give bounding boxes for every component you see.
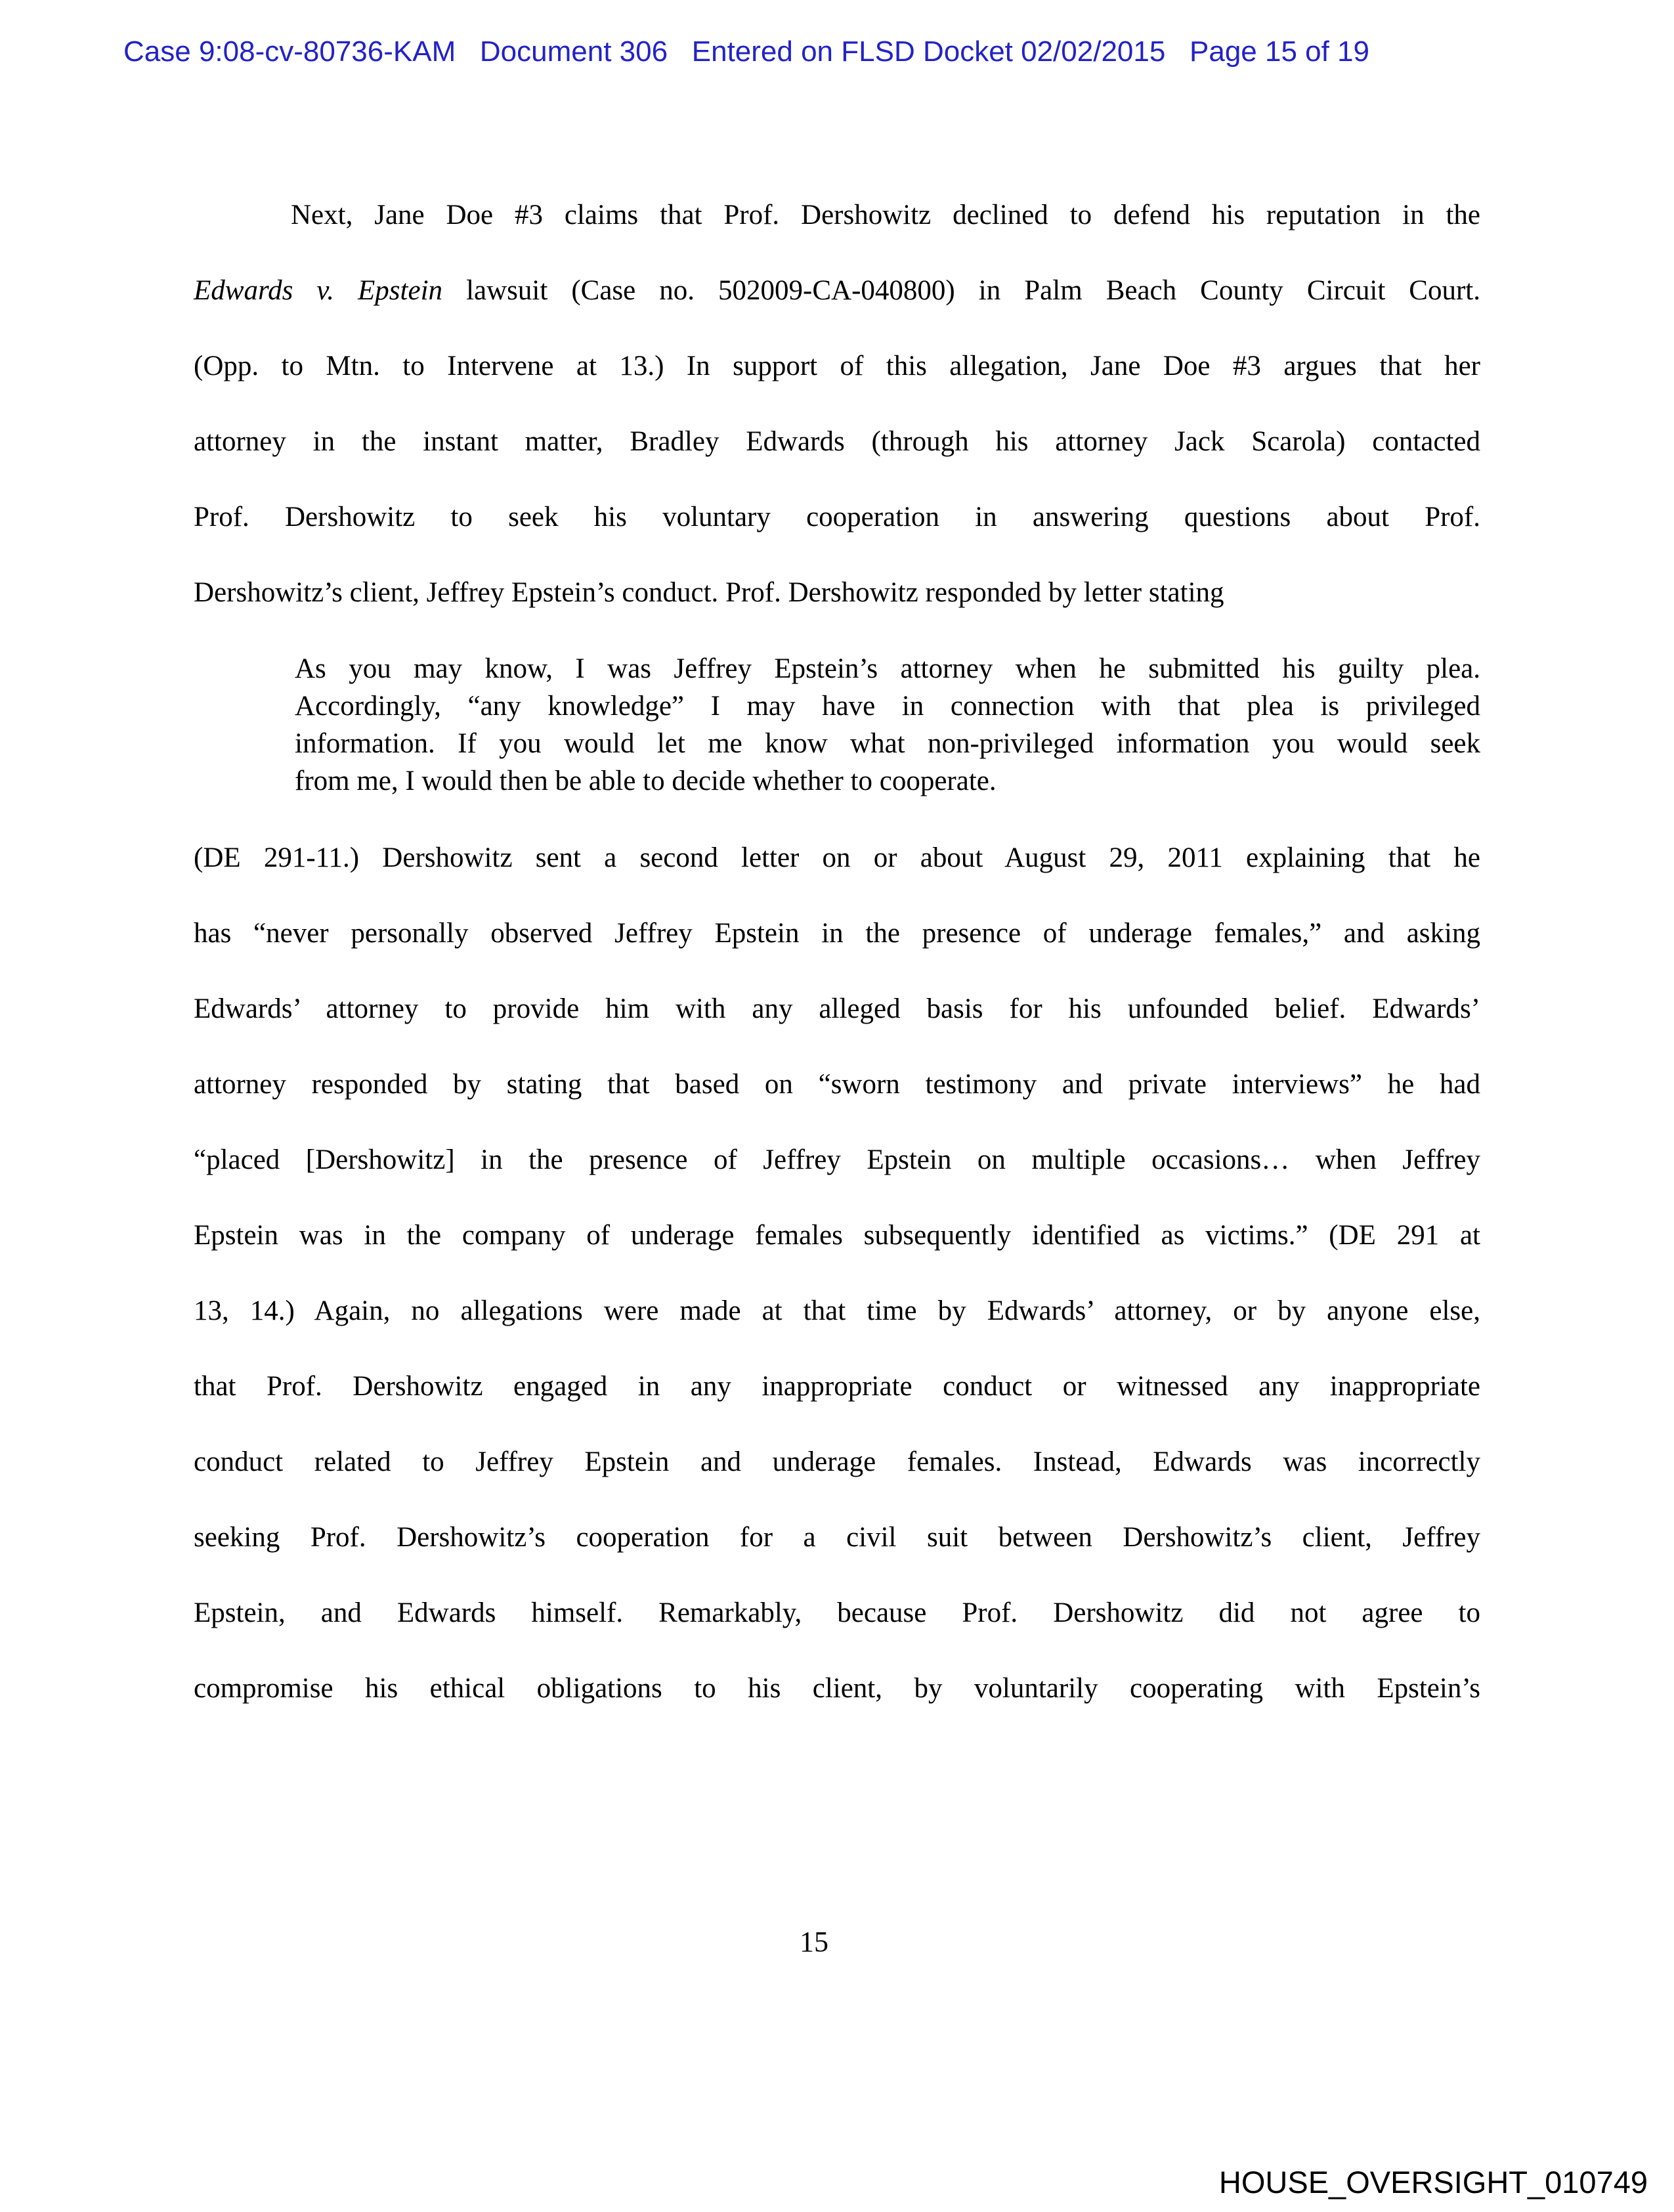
text-line: has “never personally observed Jeffrey Epstein in the presence of underage females,” and asking xyxy=(194,918,1480,949)
letter-blockquote xyxy=(194,650,1480,800)
bates-stamp: HOUSE_OVERSIGHT_010749 xyxy=(1218,2165,1648,2200)
text-line: As you may know, I was Jeffrey Epstein’s attorney when he submitted his guilty plea. xyxy=(295,653,1480,684)
text-line: Epstein was in the company of underage females subsequently identified as victims.” (DE 291 at xyxy=(194,1220,1480,1251)
paragraph xyxy=(194,820,1480,1726)
text-line: (DE 291-11.) Dershowitz sent a second letter on or about August 29, 2011 explaining that he xyxy=(194,842,1480,873)
text-line: 13, 14.) Again, no allegations were made at that time by Edwards’ attorney, or by anyone else, xyxy=(194,1295,1480,1326)
document-body xyxy=(194,177,1480,1726)
text-line: Dershowitz’s client, Jeffrey Epstein’s conduct. Prof. Dershowitz responded by letter stating xyxy=(194,577,1224,608)
text-line: information. If you would let me know what non-privileged information you would seek xyxy=(295,728,1480,759)
text-line: attorney in the instant matter, Bradley Edwards (through his attorney Jack Scarola) contacted xyxy=(194,426,1480,457)
text-line: Next, Jane Doe #3 claims that Prof. Dershowitz declined to defend his reputation in the xyxy=(291,200,1480,230)
text-line: Prof. Dershowitz to seek his voluntary cooperation in answering questions about Prof. xyxy=(194,502,1480,532)
page-number: 15 xyxy=(800,1926,828,1958)
text-line: compromise his ethical obligations to his client, by voluntarily cooperating with Epstein’s xyxy=(194,1673,1480,1704)
text-line: Edwards’ attorney to provide him with any alleged basis for his unfounded belief. Edwards’ xyxy=(194,993,1480,1024)
text-line: attorney responded by stating that based on “sworn testimony and private interviews” he had xyxy=(194,1069,1480,1100)
text-line: Epstein, and Edwards himself. Remarkably, because Prof. Dershowitz did not agree to xyxy=(194,1597,1480,1628)
text-line: conduct related to Jeffrey Epstein and underage females. Instead, Edwards was incorrectly xyxy=(194,1446,1480,1477)
text-line: seeking Prof. Dershowitz’s cooperation for a civil suit between Dershowitz’s client, Jeffrey xyxy=(194,1522,1480,1553)
text-line: “placed [Dershowitz] in the presence of Jeffrey Epstein on multiple occasions… when Jeffrey xyxy=(194,1144,1480,1175)
paragraph xyxy=(194,177,1480,630)
text-line: from me, I would then be able to decide whether to cooperate. xyxy=(295,766,997,796)
text-line: Accordingly, “any knowledge” I may have in connection with that plea is privileged xyxy=(295,691,1480,722)
text-line: (Opp. to Mtn. to Intervene at 13.) In support of this allegation, Jane Doe #3 argues that her xyxy=(194,351,1480,381)
text-segment: lawsuit (Case no. 502009-CA-040800) in Palm Beach County Circuit Court. xyxy=(442,275,1480,306)
case-citation-italic: Edwards v. Epstein xyxy=(194,275,443,306)
ecf-header-stamp: Case 9:08-cv-80736-KAM Document 306 Entered on FLSD Docket 02/02/2015 Page 15 of 19 xyxy=(123,35,1370,68)
text-line xyxy=(194,253,1480,328)
text-line: that Prof. Dershowitz engaged in any inappropriate conduct or witnessed any inappropriate xyxy=(194,1371,1480,1402)
